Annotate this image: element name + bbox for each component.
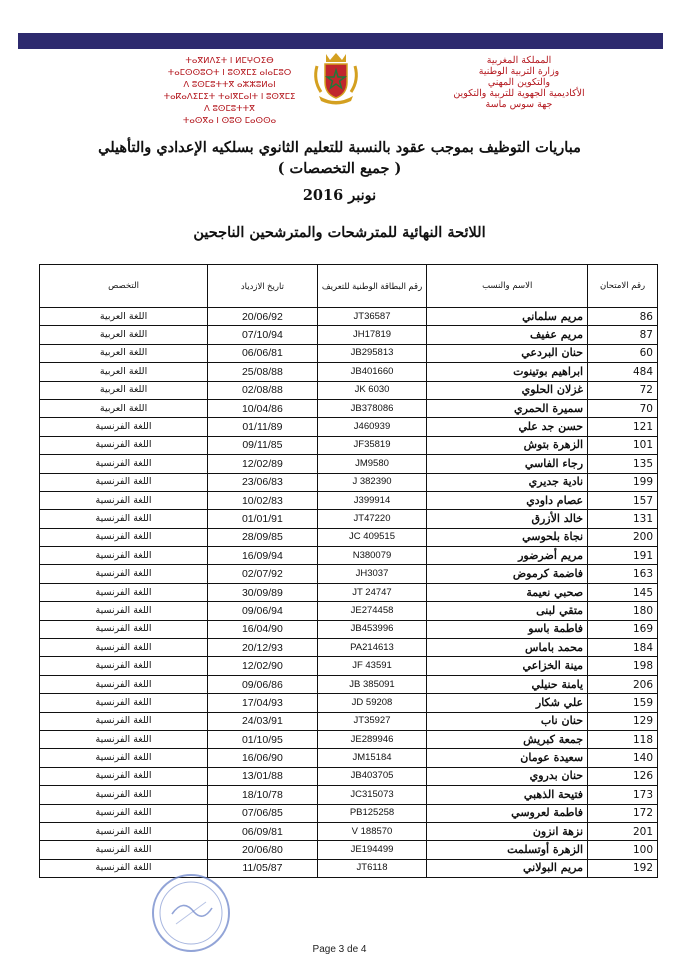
cell-name: حنان البردعي [427,344,588,362]
cell-exam-number: 184 [588,639,658,657]
cell-birth-date: 06/09/81 [208,822,318,840]
table-header-row [40,265,658,308]
cell-birth-date: 12/02/89 [208,455,318,473]
cell-name: يامنة حنيلي [427,675,588,693]
cell-name: نادية جديري [427,473,588,491]
table-row [40,675,658,693]
royal-emblem-icon [311,50,361,106]
cell-exam-number: 87 [588,326,658,344]
cell-birth-date: 12/02/90 [208,657,318,675]
cell-name: الزهرة بتوش [427,436,588,454]
cell-name: نجاة بلحوسي [427,528,588,546]
cell-id-card: JK 6030 [317,381,427,399]
cell-birth-date: 09/06/86 [208,675,318,693]
table-row [40,528,658,546]
cell-id-card: JB378086 [317,399,427,417]
cell-exam-number: 129 [588,712,658,730]
cell-exam-number: 157 [588,491,658,509]
header-tifinagh-block [142,55,317,127]
cell-exam-number: 173 [588,786,658,804]
cell-birth-date: 10/04/86 [208,399,318,417]
cell-name: حنان بدروي [427,767,588,785]
cell-name: غزلان الحلوي [427,381,588,399]
cell-specialty: اللغة الفرنسية [40,822,208,840]
cell-specialty: اللغة العربية [40,344,208,362]
cell-specialty: اللغة العربية [40,363,208,381]
cell-exam-number: 121 [588,418,658,436]
table-row [40,859,658,877]
header-tifinagh-line: ⵜⴰⴽⴰⴷⵉⵎⵉⵜ ⵜⴰⵏⴳⵎⴰⵏⵜ ⵏ ⵓⵙⴳⵎⵉ [163,92,296,102]
official-stamp-icon [150,872,232,954]
cell-id-card: JC315073 [317,786,427,804]
page-footer: Page 3 de 4 [312,944,367,955]
table-row [40,657,658,675]
cell-name: سميرة الحمري [427,399,588,417]
cell-exam-number: 191 [588,547,658,565]
cell-specialty: اللغة الفرنسية [40,620,208,638]
cell-exam-number: 101 [588,436,658,454]
table-body [40,308,658,878]
table-row [40,436,658,454]
cell-name: خالد الأزرق [427,510,588,528]
cell-birth-date: 24/03/91 [208,712,318,730]
cell-exam-number: 100 [588,841,658,859]
cell-specialty: اللغة الفرنسية [40,565,208,583]
cell-specialty: اللغة الفرنسية [40,418,208,436]
header-arabic-line: المملكة المغربية [486,55,552,66]
cell-birth-date: 18/10/78 [208,786,318,804]
cell-id-card: JE194499 [317,841,427,859]
cell-specialty: اللغة الفرنسية [40,730,208,748]
cell-id-card: J399914 [317,491,427,509]
cell-id-card: J460939 [317,418,427,436]
cell-id-card: JE289946 [317,730,427,748]
cell-birth-date: 20/06/80 [208,841,318,859]
table-row [40,381,658,399]
cell-exam-number: 206 [588,675,658,693]
cell-exam-number: 126 [588,767,658,785]
cell-id-card: JT47220 [317,510,427,528]
header-arabic-line: والتكوين المهني [487,77,551,88]
cell-id-card: JD 59208 [317,694,427,712]
header-tifinagh-line: ⴷ ⵓⵙⵎⵓⵜⵜⴳ ⴰⵣⵣⵓⵍⴰⵏ [183,80,276,90]
cell-id-card: JT35927 [317,712,427,730]
cell-name: محمد باماس [427,639,588,657]
cell-name: فاطمة لعروسي [427,804,588,822]
table-row [40,308,658,326]
cell-name: متقي لبنى [427,602,588,620]
cell-id-card: JH17819 [317,326,427,344]
cell-name: الزهرة أوتسلمت [427,841,588,859]
table-row [40,749,658,767]
table-row [40,841,658,859]
cell-exam-number: 198 [588,657,658,675]
cell-name: فاضمة كرموض [427,565,588,583]
header-arabic-line: الأكاديمية الجهوية للتربية والتكوين [453,88,585,99]
cell-specialty: اللغة الفرنسية [40,694,208,712]
cell-name: مريم أضرضور [427,547,588,565]
cell-id-card: PB125258 [317,804,427,822]
cell-birth-date: 10/02/83 [208,491,318,509]
table-row [40,786,658,804]
cell-birth-date: 20/06/92 [208,308,318,326]
header-name: الاسم والنسب [427,265,588,308]
table-row [40,547,658,565]
table-row [40,804,658,822]
cell-id-card: JB 385091 [317,675,427,693]
cell-name: مريم سلماني [427,308,588,326]
cell-id-card: JM15184 [317,749,427,767]
cell-exam-number: 180 [588,602,658,620]
cell-id-card: JT36587 [317,308,427,326]
cell-specialty: اللغة الفرنسية [40,804,208,822]
list-heading: اللائحة النهائية للمترشحات والمترشحين الناجحين [193,224,486,241]
cell-exam-number: 145 [588,583,658,601]
table-row [40,565,658,583]
cell-specialty: اللغة الفرنسية [40,859,208,877]
cell-specialty: اللغة الفرنسية [40,528,208,546]
cell-exam-number: 131 [588,510,658,528]
cell-id-card: JF 43591 [317,657,427,675]
cell-name: جمعة كبريش [427,730,588,748]
cell-specialty: اللغة الفرنسية [40,583,208,601]
cell-name: رجاء الفاسي [427,455,588,473]
cell-specialty: اللغة الفرنسية [40,473,208,491]
header-exam-number: رقم الامتحان [588,265,658,308]
cell-name: مينة الخزاعي [427,657,588,675]
cell-birth-date: 16/09/94 [208,547,318,565]
cell-id-card: JC 409515 [317,528,427,546]
table-row [40,326,658,344]
cell-name: فتيحة الذهبي [427,786,588,804]
cell-birth-date: 17/04/93 [208,694,318,712]
cell-name: فاطمة باسو [427,620,588,638]
cell-birth-date: 06/06/81 [208,344,318,362]
cell-birth-date: 01/11/89 [208,418,318,436]
cell-id-card: V 188570 [317,822,427,840]
cell-id-card: JT6118 [317,859,427,877]
cell-birth-date: 01/01/91 [208,510,318,528]
table-row [40,694,658,712]
cell-birth-date: 20/12/93 [208,639,318,657]
cell-specialty: اللغة الفرنسية [40,436,208,454]
cell-birth-date: 02/07/92 [208,565,318,583]
cell-exam-number: 118 [588,730,658,748]
header-tifinagh-line: ⵜⴰⵙⴳⴰ ⵏ ⵙⵓⵙ ⵎⴰⵙⵙⴰ [182,116,277,126]
table-row [40,822,658,840]
cell-exam-number: 172 [588,804,658,822]
cell-specialty: اللغة العربية [40,381,208,399]
table-row [40,510,658,528]
header-specialty: التخصص [40,265,208,308]
cell-birth-date: 11/05/87 [208,859,318,877]
cell-exam-number: 159 [588,694,658,712]
cell-id-card: JB453996 [317,620,427,638]
cell-id-card: JF35819 [317,436,427,454]
cell-exam-number: 163 [588,565,658,583]
cell-specialty: اللغة الفرنسية [40,712,208,730]
cell-name: عصام داودي [427,491,588,509]
cell-specialty: اللغة الفرنسية [40,841,208,859]
cell-specialty: اللغة الفرنسية [40,786,208,804]
cell-exam-number: 192 [588,859,658,877]
table-row [40,399,658,417]
cell-specialty: اللغة العربية [40,399,208,417]
table-row [40,491,658,509]
document-title: مباريات التوظيف بموجب عقود بالنسبة للتعليم الثانوي بسلكيه الإعدادي والتأهيلي [98,139,581,156]
cell-name: ابراهيم بوتينوت [427,363,588,381]
cell-specialty: اللغة الفرنسية [40,602,208,620]
results-table [39,264,658,878]
cell-exam-number: 86 [588,308,658,326]
header-birth-date: تاريخ الازدياد [208,265,318,308]
cell-id-card: JT 24747 [317,583,427,601]
cell-birth-date: 28/09/85 [208,528,318,546]
cell-birth-date: 02/08/88 [208,381,318,399]
table-row [40,620,658,638]
cell-exam-number: 70 [588,399,658,417]
cell-id-card: J 382390 [317,473,427,491]
cell-exam-number: 199 [588,473,658,491]
cell-name: مريم عفيف [427,326,588,344]
cell-birth-date: 16/06/90 [208,749,318,767]
cell-exam-number: 169 [588,620,658,638]
cell-specialty: اللغة الفرنسية [40,767,208,785]
cell-specialty: اللغة الفرنسية [40,657,208,675]
header-tifinagh-line: ⵜⴰⵎⵙⵙⵓⵔⵜ ⵏ ⵓⵙⴳⵎⵉ ⴰⵏⴰⵎⵓⵔ [167,68,292,78]
document-subtitle: ( جميع التخصصات ) [277,160,402,177]
cell-name: مريم البولاني [427,859,588,877]
cell-name: حسن جد علي [427,418,588,436]
header-tifinagh-line: ⵜⴰⴳⵍⴷⵉⵜ ⵏ ⵍⵎⵖⵔⵉⴱ [185,56,274,66]
cell-id-card: JB401660 [317,363,427,381]
cell-specialty: اللغة الفرنسية [40,639,208,657]
table-row [40,767,658,785]
cell-birth-date: 13/01/88 [208,767,318,785]
header-bar [18,33,663,49]
cell-exam-number: 200 [588,528,658,546]
cell-id-card: JM9580 [317,455,427,473]
cell-id-card: PA214613 [317,639,427,657]
cell-birth-date: 09/11/85 [208,436,318,454]
cell-specialty: اللغة الفرنسية [40,547,208,565]
cell-birth-date: 09/06/94 [208,602,318,620]
table-row [40,418,658,436]
cell-name: حنان ناب [427,712,588,730]
cell-birth-date: 07/06/85 [208,804,318,822]
cell-exam-number: 72 [588,381,658,399]
cell-name: سعيدة عومان [427,749,588,767]
table-row [40,583,658,601]
table-row [40,730,658,748]
cell-specialty: اللغة الفرنسية [40,455,208,473]
cell-birth-date: 30/09/89 [208,583,318,601]
cell-exam-number: 201 [588,822,658,840]
table-row [40,712,658,730]
cell-id-card: JB403705 [317,767,427,785]
cell-birth-date: 07/10/94 [208,326,318,344]
table-row [40,344,658,362]
cell-birth-date: 25/08/88 [208,363,318,381]
header-tifinagh-line: ⴷ ⵓⵙⵎⵓⵜⵜⴳ [204,104,255,114]
cell-specialty: اللغة العربية [40,326,208,344]
cell-specialty: اللغة الفرنسية [40,675,208,693]
table-row [40,363,658,381]
table-row [40,639,658,657]
cell-specialty: اللغة الفرنسية [40,749,208,767]
cell-exam-number: 484 [588,363,658,381]
document-date: نونبر 2016 [302,187,377,204]
cell-birth-date: 01/10/95 [208,730,318,748]
cell-birth-date: 16/04/90 [208,620,318,638]
cell-name: نزهة انزون [427,822,588,840]
cell-birth-date: 23/06/83 [208,473,318,491]
cell-exam-number: 135 [588,455,658,473]
cell-name: علي شكار [427,694,588,712]
cell-specialty: اللغة الفرنسية [40,510,208,528]
cell-specialty: اللغة العربية [40,308,208,326]
cell-id-card: N380079 [317,547,427,565]
cell-specialty: اللغة الفرنسية [40,491,208,509]
cell-name: صحبي نعيمة [427,583,588,601]
cell-id-card: JH3037 [317,565,427,583]
cell-exam-number: 140 [588,749,658,767]
cell-exam-number: 60 [588,344,658,362]
table-row [40,602,658,620]
table-row [40,455,658,473]
header-arabic-block [419,55,619,110]
cell-id-card: JE274458 [317,602,427,620]
header-id-card: رقم البطاقة الوطنية للتعريف [317,265,427,308]
header-arabic-line: وزارة التربية الوطنية [478,66,560,77]
cell-id-card: JB295813 [317,344,427,362]
header-arabic-line: جهة سوس ماسة [485,99,553,110]
table-row [40,473,658,491]
